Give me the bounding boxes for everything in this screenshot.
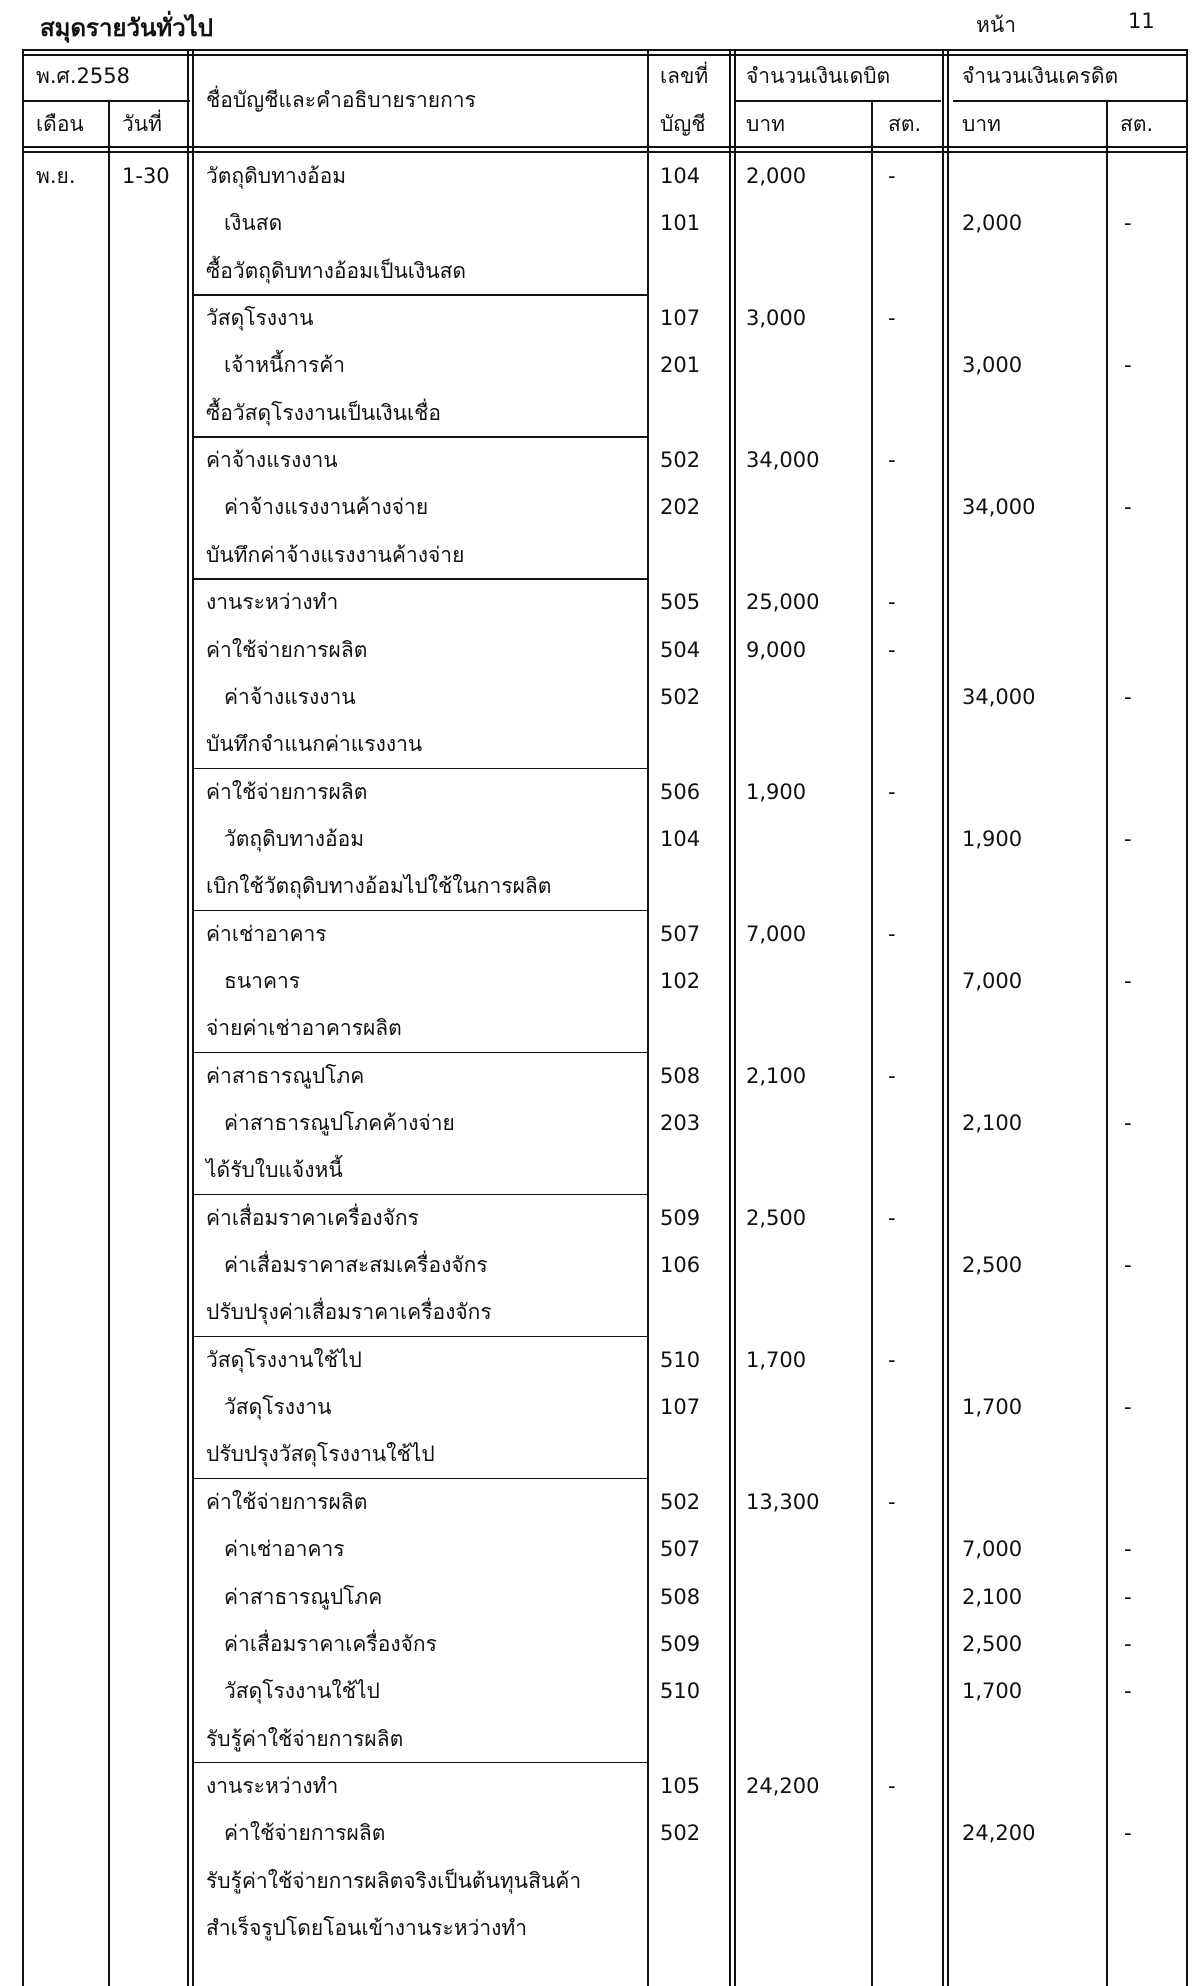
line-credit-satang: - — [1124, 1631, 1132, 1656]
entry-month: พ.ย. — [36, 164, 76, 188]
vline-credit-satang — [1106, 100, 1108, 1986]
line-credit-satang: - — [1124, 684, 1132, 709]
line-debit-satang: - — [888, 1347, 896, 1372]
entry-separator — [192, 1194, 647, 1196]
line-credit-baht: 34,000 — [962, 684, 1036, 709]
line-debit-satang: - — [888, 921, 896, 946]
line-debit-satang: - — [888, 448, 896, 473]
line-account-text: วัสดุโรงงานใช้ไป — [206, 1347, 362, 1372]
line-account-text: ธนาคาร — [224, 968, 301, 993]
line-account-text: วัสดุโรงงานใช้ไป — [224, 1679, 380, 1704]
line-credit-satang: - — [1124, 1821, 1132, 1846]
line-credit-satang: - — [1124, 1253, 1132, 1278]
line-debit-satang: - — [888, 306, 896, 331]
line-ref: 106 — [660, 1253, 701, 1278]
line-ref: 507 — [660, 921, 701, 946]
line-account-text: ค่าใช้จ่ายการผลิต — [206, 779, 368, 804]
line-ref: 509 — [660, 1205, 701, 1230]
line-account-text: วัสดุโรงงาน — [224, 1395, 332, 1420]
entry-separator — [192, 1478, 647, 1480]
entry-separator — [192, 1762, 647, 1764]
line-ref: 508 — [660, 1584, 701, 1609]
line-credit-satang: - — [1124, 1679, 1132, 1704]
line-credit-baht: 2,500 — [962, 1631, 1023, 1656]
line-ref: 505 — [660, 590, 701, 615]
line-ref: 102 — [660, 968, 701, 993]
line-account-text: ซื้อวัสดุโรงงานเป็นเงินเชื่อ — [206, 400, 442, 425]
line-debit-baht: 13,300 — [746, 1489, 820, 1514]
line-debit-baht: 2,100 — [746, 1063, 807, 1088]
entry-separator — [192, 294, 647, 296]
line-credit-satang: - — [1124, 1537, 1132, 1562]
line-ref: 107 — [660, 1395, 701, 1420]
ref-header-top: เลขที่ — [660, 64, 709, 88]
line-credit-baht: 2,500 — [962, 1253, 1023, 1278]
ref-header-bottom: บัญชี — [660, 112, 706, 136]
top-rule-2 — [22, 54, 1187, 56]
line-ref: 506 — [660, 779, 701, 804]
header-mid-rule-credit — [953, 100, 1187, 102]
line-ref: 507 — [660, 1537, 701, 1562]
line-account-text: ค่าจ้างแรงงาน — [224, 684, 356, 709]
line-credit-baht: 7,000 — [962, 1537, 1023, 1562]
line-credit-baht: 1,700 — [962, 1679, 1023, 1704]
line-debit-satang: - — [888, 1205, 896, 1230]
vline-debit-credit-1 — [942, 49, 944, 1986]
line-account-text: เจ้าหนี้การค้า — [224, 353, 346, 378]
vline-left — [22, 49, 24, 1986]
line-credit-satang: - — [1124, 826, 1132, 851]
line-account-text: ค่าเช่าอาคาร — [206, 921, 327, 946]
line-credit-baht: 34,000 — [962, 495, 1036, 520]
line-debit-baht: 2,500 — [746, 1205, 807, 1230]
line-debit-satang: - — [888, 590, 896, 615]
line-ref: 101 — [660, 211, 701, 236]
line-credit-satang: - — [1124, 1111, 1132, 1135]
line-ref: 510 — [660, 1679, 701, 1704]
line-account-text: วัตถุดิบทางอ้อม — [206, 164, 347, 188]
vline-date-desc-1 — [187, 49, 189, 1986]
line-account-text: ค่าสาธารณูปโภค — [206, 1063, 365, 1088]
line-ref: 502 — [660, 684, 701, 709]
entry-separator — [192, 1336, 647, 1338]
line-account-text: ค่าใช้จ่ายการผลิต — [206, 1489, 368, 1514]
line-account-text: ค่าสาธารณูปโภคค้างจ่าย — [224, 1111, 455, 1135]
line-credit-baht: 2,100 — [962, 1111, 1023, 1135]
line-account-text: บันทึกค่าจ้างแรงงานค้างจ่าย — [206, 542, 465, 567]
line-account-text: เงินสด — [224, 211, 283, 236]
entry-separator — [192, 768, 647, 770]
line-debit-baht: 25,000 — [746, 590, 820, 615]
line-account-text: จ่ายค่าเช่าอาคารผลิต — [206, 1016, 402, 1041]
line-debit-baht: 3,000 — [746, 306, 807, 331]
line-credit-satang: - — [1124, 211, 1132, 236]
line-ref: 504 — [660, 637, 701, 662]
line-debit-satang: - — [888, 637, 896, 662]
debit-header: จำนวนเงินเดบิต — [746, 64, 891, 88]
line-account-text: ค่าเสื่อมราคาเครื่องจักร — [206, 1205, 419, 1230]
credit-baht-header: บาท — [962, 112, 1001, 136]
line-debit-baht: 34,000 — [746, 448, 820, 473]
line-account-text: รับรู้ค่าใช้จ่ายการผลิตจริงเป็นต้นทุนสินค้า — [206, 1868, 582, 1893]
line-account-text: ค่าใช้จ่ายการผลิต — [224, 1821, 386, 1846]
line-account-text: วัตถุดิบทางอ้อม — [224, 826, 365, 851]
entry-separator — [192, 436, 647, 438]
header-bottom-rule-1 — [22, 146, 1187, 148]
line-account-text: งานระหว่างทำ — [206, 590, 339, 615]
line-account-text: ปรับปรุงค่าเสื่อมราคาเครื่องจักร — [206, 1300, 492, 1325]
line-ref: 202 — [660, 495, 701, 520]
vline-date-desc-2 — [192, 49, 194, 1986]
entry-separator — [192, 578, 647, 580]
line-debit-baht: 24,200 — [746, 1773, 820, 1798]
line-credit-baht: 1,900 — [962, 826, 1023, 851]
line-ref: 510 — [660, 1347, 701, 1372]
line-account-text: ค่าสาธารณูปโภค — [224, 1584, 383, 1609]
line-ref: 502 — [660, 1821, 701, 1846]
line-debit-satang: - — [888, 164, 896, 188]
line-debit-satang: - — [888, 1489, 896, 1514]
line-debit-baht: 7,000 — [746, 921, 807, 946]
line-credit-satang: - — [1124, 968, 1132, 993]
line-credit-satang: - — [1124, 495, 1132, 520]
vline-ref-debit-1 — [729, 49, 731, 1986]
vline-debit-credit-2 — [947, 49, 949, 1986]
vline-month-day — [108, 100, 110, 1986]
month-header: เดือน — [36, 112, 84, 136]
line-ref: 203 — [660, 1111, 701, 1135]
line-account-text: บันทึกจำแนกค่าแรงงาน — [206, 732, 423, 757]
line-credit-baht: 3,000 — [962, 353, 1023, 378]
entry-day: 1-30 — [122, 164, 170, 188]
line-ref: 502 — [660, 1489, 701, 1514]
entry-separator — [192, 910, 647, 912]
line-ref: 107 — [660, 306, 701, 331]
line-account-text: ปรับปรุงวัสดุโรงงานใช้ไป — [206, 1442, 435, 1467]
line-ref: 104 — [660, 826, 701, 851]
line-credit-baht: 1,700 — [962, 1395, 1023, 1420]
account-desc-header: ชื่อบัญชีและคำอธิบายรายการ — [206, 88, 476, 112]
line-account-text: ค่าเสื่อมราคาเครื่องจักร — [224, 1631, 437, 1656]
line-account-text: ค่าจ้างแรงงาน — [206, 448, 338, 473]
header-mid-rule — [22, 100, 190, 102]
line-account-text: รับรู้ค่าใช้จ่ายการผลิต — [206, 1726, 404, 1751]
line-credit-satang: - — [1124, 1584, 1132, 1609]
line-account-text: เบิกใช้วัตถุดิบทางอ้อมไปใช้ในการผลิต — [206, 874, 552, 899]
vline-debit-satang — [871, 100, 873, 1986]
line-credit-baht: 2,100 — [962, 1584, 1023, 1609]
top-rule-1 — [22, 49, 1187, 51]
line-account-text: ได้รับใบแจ้งหนี้ — [206, 1158, 343, 1183]
line-ref: 508 — [660, 1063, 701, 1088]
line-debit-satang: - — [888, 1063, 896, 1088]
line-ref: 201 — [660, 353, 701, 378]
line-credit-satang: - — [1124, 353, 1132, 378]
entry-separator — [192, 1052, 647, 1054]
line-account-text: วัสดุโรงงาน — [206, 306, 314, 331]
page-label: หน้า — [976, 13, 1016, 37]
line-credit-baht: 7,000 — [962, 968, 1023, 993]
header-bottom-rule-2 — [22, 151, 1187, 153]
line-account-text: งานระหว่างทำ — [206, 1773, 339, 1798]
line-debit-baht: 9,000 — [746, 637, 807, 662]
line-account-text: ค่าเช่าอาคาร — [224, 1537, 345, 1562]
page-number: 11 — [1128, 9, 1155, 33]
line-account-text: ค่าเสื่อมราคาสะสมเครื่องจักร — [224, 1253, 488, 1278]
line-ref: 509 — [660, 1631, 701, 1656]
line-debit-baht: 1,700 — [746, 1347, 807, 1372]
line-debit-satang: - — [888, 779, 896, 804]
line-debit-baht: 2,000 — [746, 164, 807, 188]
line-ref: 104 — [660, 164, 701, 188]
header-mid-rule-debit — [735, 100, 941, 102]
credit-header: จำนวนเงินเครดิต — [962, 64, 1119, 88]
line-debit-satang: - — [888, 1773, 896, 1798]
credit-satang-header: สต. — [1120, 112, 1154, 136]
debit-satang-header: สต. — [888, 112, 922, 136]
vline-right — [1186, 49, 1188, 1986]
day-header: วันที่ — [122, 112, 162, 136]
line-account-text: ค่าใช้จ่ายการผลิต — [206, 637, 368, 662]
vline-ref-debit-2 — [734, 49, 736, 1986]
line-account-text: ค่าจ้างแรงงานค้างจ่าย — [224, 495, 429, 520]
year-header: พ.ศ.2558 — [36, 64, 130, 88]
line-ref: 502 — [660, 448, 701, 473]
line-ref: 105 — [660, 1773, 701, 1798]
journal-title: สมุดรายวันทั่วไป — [40, 14, 213, 42]
line-account-text: สำเร็จรูปโดยโอนเข้างานระหว่างทำ — [206, 1915, 528, 1940]
line-credit-baht: 2,000 — [962, 211, 1023, 236]
line-credit-satang: - — [1124, 1395, 1132, 1420]
debit-baht-header: บาท — [746, 112, 785, 136]
line-account-text: ซื้อวัตถุดิบทางอ้อมเป็นเงินสด — [206, 258, 467, 283]
line-credit-baht: 24,200 — [962, 1821, 1036, 1846]
line-debit-baht: 1,900 — [746, 779, 807, 804]
vline-desc-ref — [647, 49, 649, 1986]
